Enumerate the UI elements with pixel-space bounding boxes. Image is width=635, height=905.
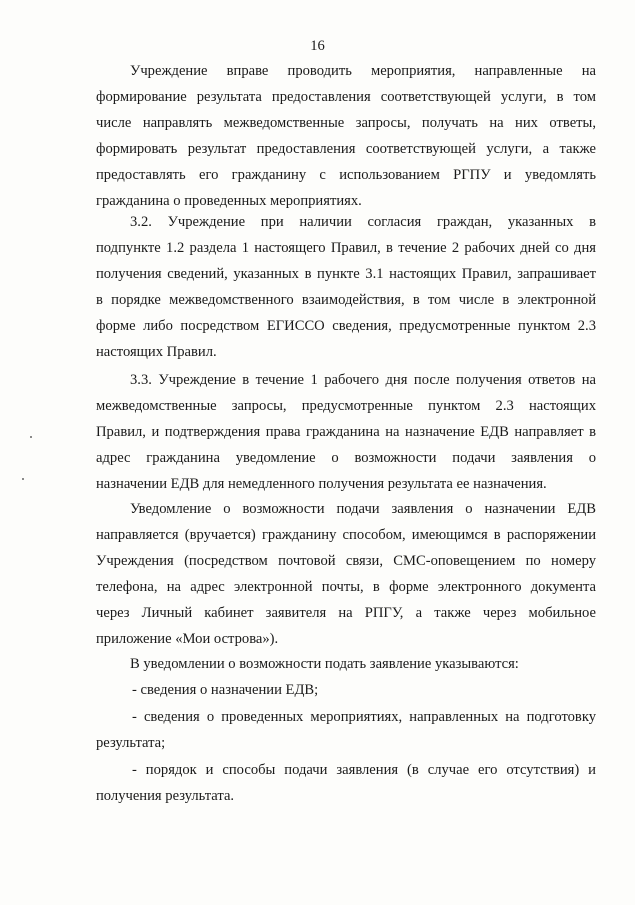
list-item-line: результата; <box>96 735 166 751</box>
scan-speck <box>30 436 32 438</box>
paragraph-line: гражданина о проведенных мероприятиях. <box>96 193 362 209</box>
paragraph-line: формирование результата предоставления соответствующей услуги, в том <box>96 89 596 105</box>
paragraph-line: назначении ЕДВ для немедленного получения результата ее назначения. <box>96 476 547 492</box>
paragraph-2 <box>96 209 596 365</box>
paragraph-3 <box>96 367 596 497</box>
paragraph-line: подпункте 1.2 раздела 1 настоящего Правил, в течение 2 рабочих дней со дня <box>96 240 596 256</box>
list-item <box>96 757 596 809</box>
list-item-line: - порядок и способы подачи заявления (в случае его отсутствия) и <box>132 762 596 778</box>
paragraph-line: через Личный кабинет заявителя на РПГУ, а также через мобильное <box>96 605 596 621</box>
paragraph-line: формировать результат предоставления соответствующей услуги, а также <box>96 141 596 157</box>
paragraph-line: телефона, на адрес электронной почты, в форме электронного документа <box>96 579 596 595</box>
paragraph-line: Учреждение вправе проводить мероприятия, направленные на <box>130 63 596 79</box>
paragraph-line: форме либо посредством ЕГИССО сведения, предусмотренные пунктом 2.3 <box>96 318 596 334</box>
paragraph-line: Правил, и подтверждения права гражданина на назначение ЕДВ направляет в <box>96 424 596 440</box>
list-item <box>96 677 596 703</box>
paragraph-line: 3.2. Учреждение при наличии согласия граждан, указанных в <box>130 214 596 230</box>
paragraph-line: Уведомление о возможности подачи заявления о назначении ЕДВ <box>130 501 596 517</box>
paragraph-line: предоставлять его гражданину с использованием РГПУ и уведомлять <box>96 167 596 183</box>
paragraph-line: получения сведений, указанных в пункте 3.1 настоящих Правил, запрашивает <box>96 266 596 282</box>
scan-speck <box>22 478 24 480</box>
paragraph-1 <box>96 58 596 214</box>
list-item-line: - сведения о назначении ЕДВ; <box>132 682 319 698</box>
paragraph-line: приложение «Мои острова»). <box>96 631 279 647</box>
paragraph-4 <box>96 496 596 652</box>
paragraph-line: направляется (вручается) гражданину способом, имеющимся в распоряжении <box>96 527 596 543</box>
paragraph-line: настоящих Правил. <box>96 344 217 360</box>
paragraph-line: числе направлять межведомственные запросы, получать на них ответы, <box>96 115 596 131</box>
paragraph-line: Учреждения (посредством почтовой связи, СМС-оповещением по номеру <box>96 553 596 569</box>
paragraph-5 <box>96 651 596 677</box>
paragraph-line: в порядке межведомственного взаимодействия, в том числе в электронной <box>96 292 596 308</box>
list-item-line: - сведения о проведенных мероприятиях, направленных на подготовку <box>132 709 596 725</box>
paragraph-line: В уведомлении о возможности подать заявление указываются: <box>130 656 519 672</box>
paragraph-line: адрес гражданина уведомление о возможности подачи заявления о <box>96 450 596 466</box>
list-item-line: получения результата. <box>96 788 235 804</box>
page-number: 16 <box>310 38 325 54</box>
list-item <box>96 704 596 756</box>
paragraph-line: межведомственные запросы, предусмотренные пунктом 2.3 настоящих <box>96 398 596 414</box>
paragraph-line: 3.3. Учреждение в течение 1 рабочего дня после получения ответов на <box>130 372 596 388</box>
